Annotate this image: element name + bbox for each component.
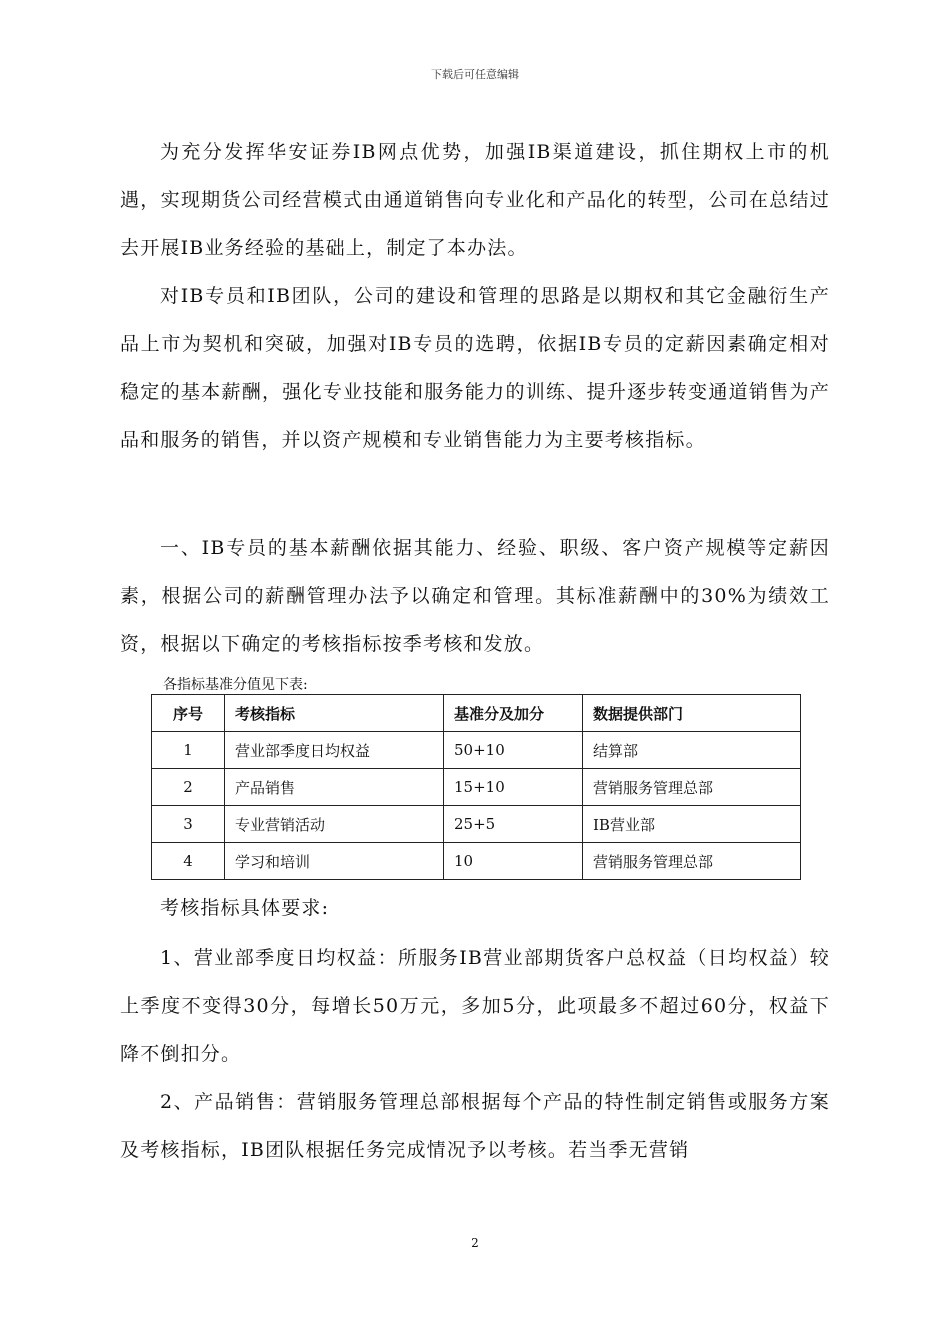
page-header: 下载后可任意编辑 [431,68,519,81]
cell-index: 4 [152,843,225,880]
paragraph-requirement-2: 2、产品销售：营销服务管理总部根据每个产品的特性制定销售或服务方案及考核指标，IB团队根据任务完成情况予以考核。若当季无营销 [120,1091,830,1161]
cell-department: 营销服务管理总部 [583,769,801,806]
cell-score: 50+10 [444,732,583,769]
table-row [152,843,801,880]
cell-department: 结算部 [583,732,801,769]
cell-score: 10 [444,843,583,880]
header-department: 数据提供部门 [583,695,801,732]
table-row [152,806,801,843]
table-header-row [152,695,801,732]
table-row [152,732,801,769]
cell-department: 营销服务管理总部 [583,843,801,880]
cell-department: IB营业部 [583,806,801,843]
header-index: 序号 [152,695,225,732]
page-number: 2 [471,1236,479,1250]
cell-score: 25+5 [444,806,583,843]
cell-index: 2 [152,769,225,806]
cell-indicator: 学习和培训 [225,843,444,880]
cell-index: 3 [152,806,225,843]
paragraph-base-salary: 一、IB专员的基本薪酬依据其能力、经验、职级、客户资产规模等定薪因素，根据公司的薪酬管理办法予以确定和管理。其标准薪酬中的30%为绩效工资，根据以下确定的考核指标按季考核和发放。 [120,537,830,655]
header-score: 基准分及加分 [444,695,583,732]
paragraph-intro: 为充分发挥华安证券IB网点优势，加强IB渠道建设，抓住期权上市的机遇，实现期货公司经营模式由通道销售向专业化和产品化的转型，公司在总结过去开展IB业务经验的基础上，制定了本办法。 [120,141,830,259]
paragraph-requirement-1: 1、营业部季度日均权益：所服务IB营业部期货客户总权益（日均权益）较上季度不变得30分，每增长50万元，多加5分，此项最多不超过60分，权益下降不倒扣分。 [120,947,830,1065]
table-caption: 各指标基准分值见下表: [163,677,308,693]
cell-indicator: 营业部季度日均权益 [225,732,444,769]
paragraph-requirements-heading: 考核指标具体要求: [160,897,330,919]
cell-index: 1 [152,732,225,769]
assessment-table [151,694,801,880]
table-row [152,769,801,806]
paragraph-ib-team: 对IB专员和IB团队，公司的建设和管理的思路是以期权和其它金融衍生产品上市为契机和突破，加强对IB专员的选聘，依据IB专员的定薪因素确定相对稳定的基本薪酬，强化专业技能和服务能力的训练、提升逐步转变通道销售为产品和服务的销售，并以资产规模和专业销售能力为主要考核指标。 [120,285,830,451]
cell-indicator: 专业营销活动 [225,806,444,843]
cell-score: 15+10 [444,769,583,806]
header-indicator: 考核指标 [225,695,444,732]
cell-indicator: 产品销售 [225,769,444,806]
